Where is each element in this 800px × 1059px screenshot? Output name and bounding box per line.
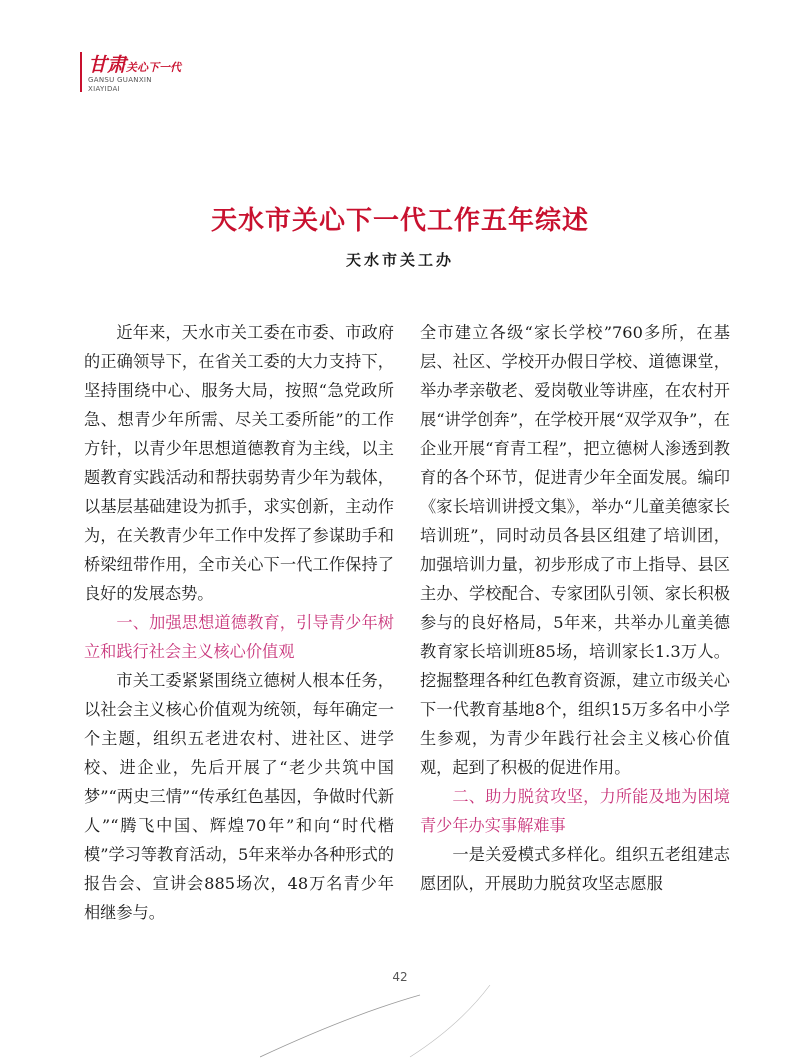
right-column: [420, 318, 730, 898]
section-heading-2: 二、助力脱贫攻坚，力所能及地为困境青少年办实事解难事: [420, 787, 730, 835]
left-column: [84, 318, 394, 927]
logo-cn-small: 关心下一代: [126, 61, 182, 74]
article-title: 天水市关心下一代工作五年综述: [210, 206, 589, 236]
paragraph-section1-continued: 全市建立各级“家长学校”760多所，在基层、社区、学校开办假日学校、道德课堂，举办孝亲敬老、爱岗敬业等讲座，在农村开展“讲学创奔”，在学校开展“双学双争”，在企业开展“育青工程”，把立德树人渗透到教育的各个环节，促进青少年全面发展。编印《家长培训讲授文集》，举办“儿童美德家长培训班”，同时动员各县区组建了培训团，加强培训力量，初步形成了市上指导、县区主办、学校配合、专家团队引领、家长积极参与的良好格局，5年来，共举办儿童美德教育家长培训班85场，培训家长1.3万人。挖掘整理各种红色教育资源，建立市级关心下一代教育基地8个，组织15万多名中小学生参观，为青少年践行社会主义核心价值观，起到了积极的促进作用。: [420, 323, 730, 777]
decorative-curve: [260, 985, 560, 1059]
logo-cn-big: 甘肃: [88, 54, 127, 76]
magazine-logo: [80, 50, 220, 96]
article-author: 天水市关工办: [345, 251, 454, 269]
logo-english-line2: XIAYIDAI: [88, 85, 120, 93]
logo-english-line1: GANSU GUANXIN: [88, 76, 152, 84]
page-number: 42: [392, 970, 408, 984]
logo-accent-bar: [80, 52, 82, 92]
paragraph-section2: 一是关爱模式多样化。组织五老组建志愿团队，开展助力脱贫攻坚志愿服: [420, 845, 730, 893]
paragraph-section1: 市关工委紧紧围绕立德树人根本任务，以社会主义核心价值观为统领，每年确定一个主题，组织五老进农村、进社区、进学校、进企业，先后开展了“老少共筑中国梦”“两史三情”“传承红色基因，争做时代新人”“腾飞中国、辉煌70年”和向“时代楷模”学习等教育活动，5年来举办各种形式的报告会、宣讲会885场次，48万名青少年相继参与。: [84, 671, 394, 922]
logo-chinese-name: [88, 50, 181, 77]
section-heading-1: 一、加强思想道德教育，引导青少年树立和践行社会主义核心价值观: [84, 613, 394, 661]
paragraph-intro: 近年来，天水市关工委在市委、市政府的正确领导下，在省关工委的大力支持下，坚持围绕中心、服务大局，按照“急党政所急、想青少年所需、尽关工委所能”的工作方针，以青少年思想道德教育为主线，以主题教育实践活动和帮扶弱势青少年为载体，以基层基础建设为抓手，求实创新，主动作为，在关教青少年工作中发挥了参谋助手和桥梁纽带作用，全市关心下一代工作保持了良好的发展态势。: [84, 323, 394, 603]
